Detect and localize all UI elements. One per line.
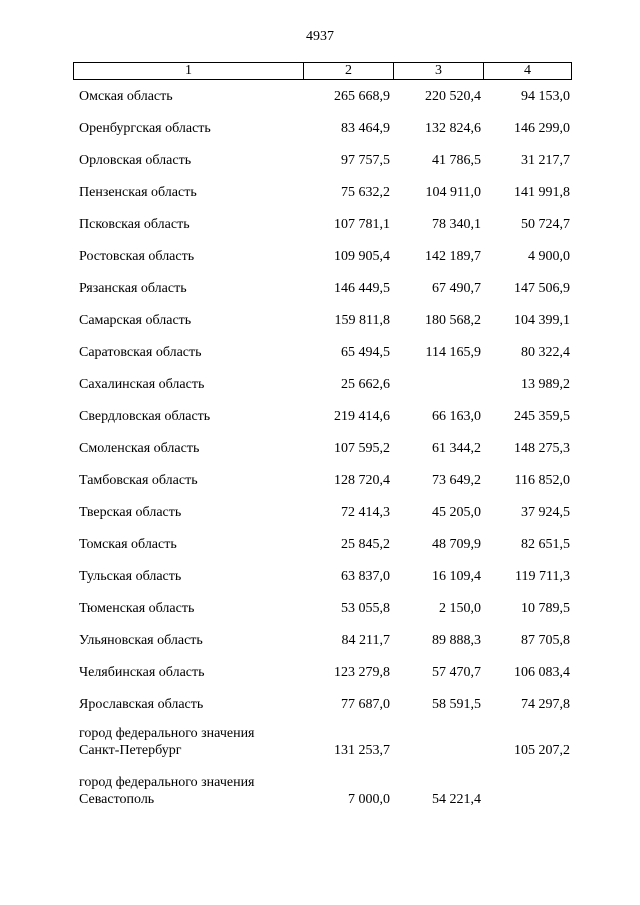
table-row [0,565,640,597]
value-col-2: 107 781,1 [334,217,390,232]
table-header [73,62,572,80]
region-name: Ростовская область [79,249,195,264]
value-col-3: 142 189,7 [425,249,481,264]
value-col-2: 109 905,4 [334,249,390,264]
table-row [0,725,640,774]
value-col-4: 147 506,9 [514,281,570,296]
region-name: Тамбовская область [79,473,198,488]
value-col-4: 4 900,0 [528,249,570,264]
value-col-3: 73 649,2 [432,473,481,488]
table-row [0,405,640,437]
value-col-3: 89 888,3 [432,633,481,648]
table-row [0,501,640,533]
value-col-2: 131 253,7 [334,743,390,758]
region-name: Пензенская область [79,185,197,200]
table-row [0,245,640,277]
value-col-4: 13 989,2 [521,377,570,392]
value-col-4: 82 651,5 [521,537,570,552]
value-col-3: 220 520,4 [425,89,481,104]
header-col-2: 2 [304,63,394,79]
region-name: Рязанская область [79,281,187,296]
value-col-3: 67 490,7 [432,281,481,296]
value-col-2: 159 811,8 [334,313,390,328]
value-col-2: 265 668,9 [334,89,390,104]
region-name: Сахалинская область [79,377,205,392]
table-row [0,149,640,181]
region-name-line-1: город федерального значения [79,726,255,741]
table-row [0,661,640,693]
region-name: Оренбургская область [79,121,211,136]
value-col-2: 107 595,2 [334,441,390,456]
region-name: Ярославская область [79,697,204,712]
value-col-3: 114 165,9 [425,345,481,360]
region-name: Омская область [79,89,173,104]
region-name: Свердловская область [79,409,211,424]
value-col-2: 53 055,8 [341,601,390,616]
value-col-4: 148 275,3 [514,441,570,456]
value-col-3: 61 344,2 [432,441,481,456]
region-name-line-2: Севастополь [79,792,155,807]
value-col-4: 141 991,8 [514,185,570,200]
value-col-4: 116 852,0 [514,473,570,488]
table-row [0,309,640,341]
value-col-2: 72 414,3 [341,505,390,520]
header-col-1: 1 [74,63,304,79]
value-col-3: 58 591,5 [432,697,481,712]
value-col-2: 75 632,2 [341,185,390,200]
region-name-line-2: Санкт-Петербург [79,743,182,758]
value-col-2: 83 464,9 [341,121,390,136]
region-name: Псковская область [79,217,190,232]
value-col-4: 104 399,1 [514,313,570,328]
region-name: Саратовская область [79,345,202,360]
region-name-line-1: город федерального значения [79,775,255,790]
value-col-3: 66 163,0 [432,409,481,424]
value-col-2: 7 000,0 [348,792,390,807]
table-row [0,774,640,823]
region-name: Тверская область [79,505,182,520]
value-col-3: 180 568,2 [425,313,481,328]
table-row [0,629,640,661]
value-col-4: 245 359,5 [514,409,570,424]
region-name: Тульская область [79,569,182,584]
value-col-4: 37 924,5 [521,505,570,520]
value-col-3: 54 221,4 [432,792,481,807]
table-row [0,85,640,117]
region-name [79,725,309,759]
value-col-4: 105 207,2 [514,743,570,758]
table-row [0,181,640,213]
value-col-2: 128 720,4 [334,473,390,488]
value-col-3: 57 470,7 [432,665,481,680]
header-col-3: 3 [394,63,484,79]
value-col-3: 78 340,1 [432,217,481,232]
value-col-4: 106 083,4 [514,665,570,680]
table-row [0,341,640,373]
table-row [0,469,640,501]
value-col-2: 25 845,2 [341,537,390,552]
region-name: Челябинская область [79,665,205,680]
value-col-4: 87 705,8 [521,633,570,648]
region-name: Смоленская область [79,441,200,456]
value-col-2: 219 414,6 [334,409,390,424]
table-row [0,117,640,149]
value-col-4: 146 299,0 [514,121,570,136]
value-col-4: 80 322,4 [521,345,570,360]
region-name: Самарская область [79,313,192,328]
value-col-4: 74 297,8 [521,697,570,712]
region-name: Орловская область [79,153,192,168]
table-row [0,437,640,469]
value-col-3: 16 109,4 [432,569,481,584]
page-number: 4937 [306,29,334,44]
value-col-2: 65 494,5 [341,345,390,360]
table-row [0,597,640,629]
value-col-2: 97 757,5 [341,153,390,168]
region-name: Ульяновская область [79,633,203,648]
value-col-3: 2 150,0 [439,601,481,616]
value-col-2: 77 687,0 [341,697,390,712]
value-col-2: 146 449,5 [334,281,390,296]
value-col-4: 31 217,7 [521,153,570,168]
value-col-3: 48 709,9 [432,537,481,552]
value-col-3: 45 205,0 [432,505,481,520]
value-col-3: 41 786,5 [432,153,481,168]
value-col-3: 104 911,0 [425,185,481,200]
table-row [0,693,640,725]
value-col-4: 50 724,7 [521,217,570,232]
region-name [79,774,309,808]
value-col-4: 94 153,0 [521,89,570,104]
region-name: Тюменская область [79,601,195,616]
region-name: Томская область [79,537,177,552]
table-row [0,533,640,565]
value-col-3: 132 824,6 [425,121,481,136]
table-body [0,85,640,823]
value-col-2: 25 662,6 [341,377,390,392]
value-col-4: 10 789,5 [521,601,570,616]
value-col-2: 63 837,0 [341,569,390,584]
value-col-4: 119 711,3 [515,569,570,584]
value-col-2: 84 211,7 [341,633,390,648]
value-col-2: 123 279,8 [334,665,390,680]
table-row [0,277,640,309]
table-row [0,213,640,245]
header-col-4: 4 [524,63,531,78]
table-row [0,373,640,405]
